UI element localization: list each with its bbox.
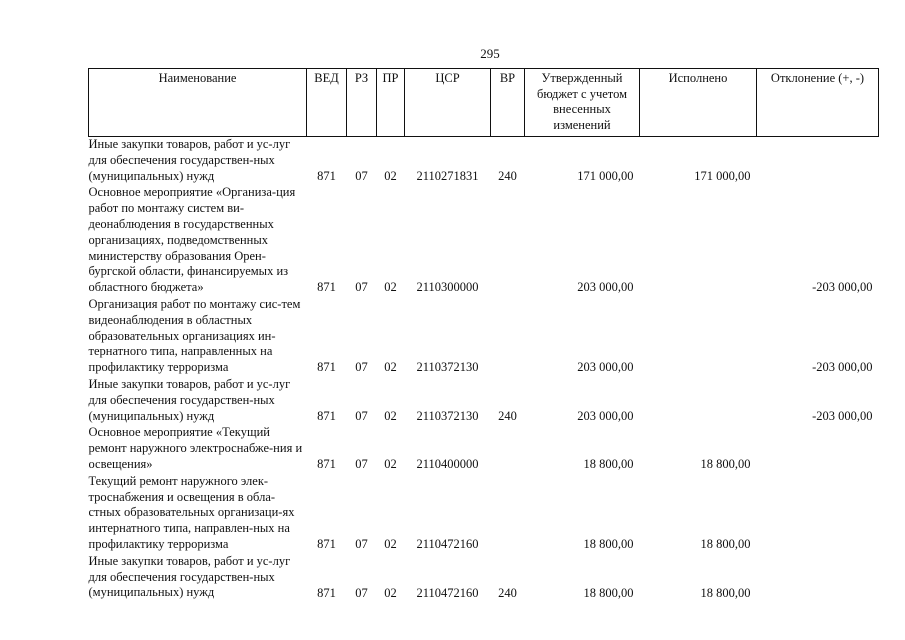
table-header [89, 69, 879, 137]
cell-rz: 07 [355, 585, 368, 600]
budget-table [88, 68, 879, 602]
page-number: 295 [480, 46, 500, 61]
cell-rz: 07 [355, 360, 368, 375]
cell-pr: 02 [384, 168, 397, 183]
cell-pr: 02 [384, 280, 397, 295]
cell-deviation: -203 000,00 [812, 408, 873, 423]
cell-approved: 18 800,00 [583, 537, 634, 552]
cell-name: Иные закупки товаров, работ и ус-луг для обеспечения государствен-ных (муниципальных) нужд [88, 376, 291, 423]
table-row [89, 474, 879, 554]
cell-executed: 18 800,00 [700, 457, 751, 472]
header-pr: ПР [377, 69, 405, 137]
header-approved: Утвержденный бюджет с учетом внесенных изменений [525, 69, 640, 137]
cell-executed: 171 000,00 [694, 168, 751, 183]
table-row [89, 425, 879, 473]
cell-rz: 07 [355, 457, 368, 472]
cell-name: Иные закупки товаров, работ и ус-луг для обеспечения государствен-ных (муниципальных) нужд [88, 137, 291, 183]
cell-csr: 2110472160 [416, 585, 479, 600]
cell-vr: 240 [498, 408, 517, 423]
cell-ved: 871 [317, 457, 336, 472]
cell-approved: 18 800,00 [583, 457, 634, 472]
header-executed: Исполнено [640, 69, 757, 137]
cell-rz: 07 [355, 168, 368, 183]
header-vr: ВР [491, 69, 525, 137]
cell-vr: 240 [498, 585, 517, 600]
cell-vr [491, 297, 525, 377]
cell-csr: 2110271831 [416, 168, 479, 183]
header-csr: ЦСР [405, 69, 491, 137]
cell-csr: 2110300000 [416, 280, 479, 295]
cell-csr: 2110400000 [416, 457, 479, 472]
cell-executed [640, 185, 757, 297]
cell-vr [491, 474, 525, 554]
cell-deviation [757, 474, 879, 554]
cell-rz: 07 [355, 408, 368, 423]
cell-deviation: -203 000,00 [812, 360, 873, 375]
cell-ved: 871 [317, 280, 336, 295]
cell-csr: 2110372130 [416, 408, 479, 423]
cell-approved: 18 800,00 [583, 585, 634, 600]
cell-deviation [757, 425, 879, 473]
table-row [89, 554, 879, 602]
cell-ved: 871 [317, 168, 336, 183]
table-body [89, 137, 879, 603]
cell-vr [491, 425, 525, 473]
cell-ved: 871 [317, 408, 336, 423]
table-row [89, 137, 879, 186]
header-rz: РЗ [347, 69, 377, 137]
cell-csr: 2110472160 [416, 537, 479, 552]
cell-name: Основное мероприятие «Текущий ремонт наружного электроснабже-ния и освещения» [88, 425, 303, 471]
cell-name: Иные закупки товаров, работ и ус-луг для обеспечения государствен-ных (муниципальных) нужд [88, 553, 291, 600]
cell-csr: 2110372130 [416, 360, 479, 375]
cell-ved: 871 [317, 360, 336, 375]
cell-deviation [757, 554, 879, 602]
header-deviation: Отклонение (+, -) [757, 69, 879, 137]
cell-deviation: -203 000,00 [812, 280, 873, 295]
cell-ved: 871 [317, 537, 336, 552]
cell-approved: 171 000,00 [577, 168, 634, 183]
table-row [89, 297, 879, 377]
cell-pr: 02 [384, 457, 397, 472]
cell-pr: 02 [384, 537, 397, 552]
cell-rz: 07 [355, 537, 368, 552]
cell-rz: 07 [355, 280, 368, 295]
cell-pr: 02 [384, 360, 397, 375]
cell-vr: 240 [498, 168, 517, 183]
cell-name: Текущий ремонт наружного элек-троснабжения и освещения в обла-стных образовательных организаци-ях интернатного типа, направлен-ных на профилактику терроризма [88, 473, 295, 551]
cell-ved: 871 [317, 585, 336, 600]
cell-deviation [757, 137, 879, 186]
table-row [89, 377, 879, 425]
cell-name: Основное мероприятие «Организа-ция работ по монтажу систем ви-деонаблюдения в государственных организациях, подведомственных министерству образования Орен-бургской области, финансируемых из областного бюджета» [88, 185, 296, 295]
cell-approved: 203 000,00 [577, 360, 634, 375]
cell-approved: 203 000,00 [577, 280, 634, 295]
cell-pr: 02 [384, 408, 397, 423]
cell-executed [640, 377, 757, 425]
cell-pr: 02 [384, 585, 397, 600]
table-row [89, 185, 879, 297]
cell-executed [640, 297, 757, 377]
cell-vr [491, 185, 525, 297]
cell-executed: 18 800,00 [700, 537, 751, 552]
cell-name: Организация работ по монтажу сис-тем видеонаблюдения в областных образовательных организациях ин-тернатного типа, направленных на профилактику терроризма [88, 296, 301, 375]
header-name: Наименование [89, 69, 307, 137]
cell-approved: 203 000,00 [577, 408, 634, 423]
cell-executed: 18 800,00 [700, 585, 751, 600]
header-ved: ВЕД [307, 69, 347, 137]
